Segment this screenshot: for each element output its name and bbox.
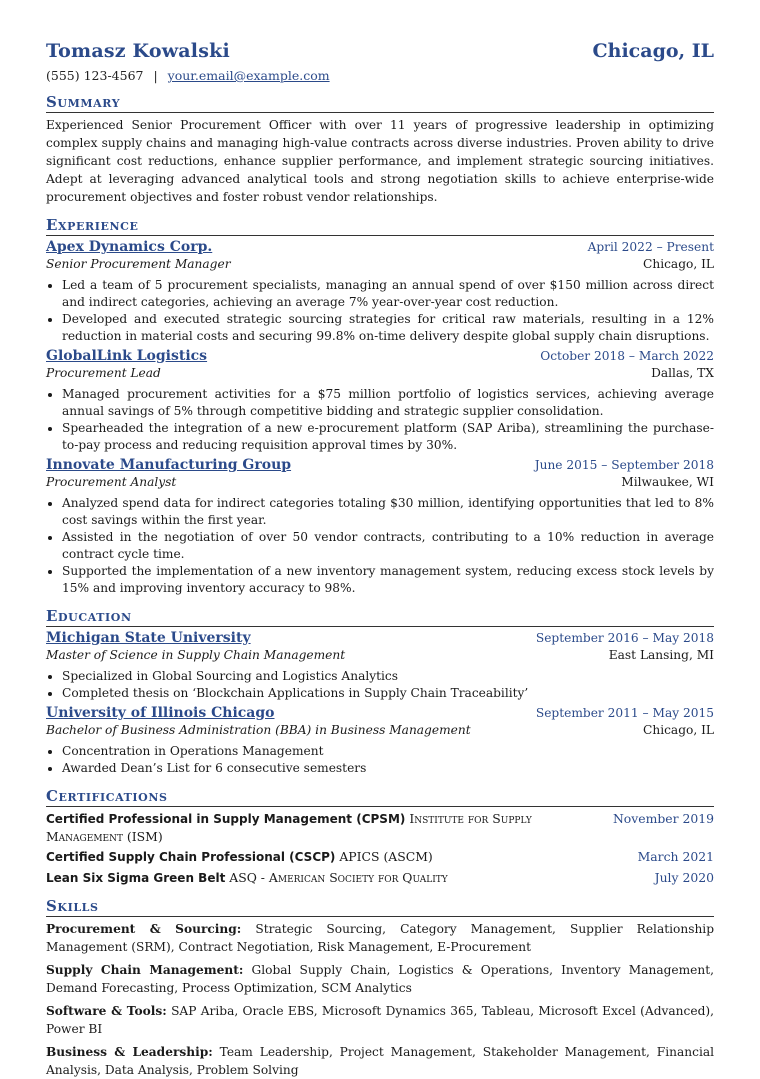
certification-name: Lean Six Sigma Green Belt: [46, 871, 226, 885]
summary-text: Experienced Senior Procurement Officer with over 11 years of progressive leadership in optimizing complex supply chains and managing high-value contracts across diverse industries. Proven ability to drive significant cost reductions, enhance supplier performance, and implement strategic sourcing initiatives. Adept at leveraging advanced analytical tools and strong negotiation skills to achieve enterprise-wide procurement objectives and foster robust vendor relationships.: [46, 118, 714, 204]
school-link[interactable]: Michigan State University: [46, 630, 251, 646]
section-title-skills: Skills: [46, 897, 714, 917]
bullet-item: • Analyzed spend data for indirect categories totaling $30 million, identifying opportunities that led to 8% cost savings within the first year.: [62, 495, 714, 529]
section-title-experience: Experience: [46, 216, 714, 236]
company-link[interactable]: Innovate Manufacturing Group: [46, 457, 292, 473]
job-dates: June 2015 – September 2018: [534, 458, 714, 472]
certification-item: [46, 848, 714, 866]
skill-group-label: Supply Chain Management:: [46, 963, 244, 977]
certification-name: Certified Professional in Supply Management (CPSM): [46, 812, 406, 826]
certification-date: November 2019: [612, 811, 714, 826]
candidate-name: Tomasz Kowalski: [46, 40, 230, 62]
bullet-item: • Specialized in Global Sourcing and Logistics Analytics: [62, 668, 714, 685]
skill-group-text: Global Supply Chain, Logistics & Operations, Inventory Management, Demand Forecasting, Process Optimization, SCM Analytics: [46, 963, 715, 995]
bullet-item: • Awarded Dean’s List for 6 consecutive semesters: [62, 760, 714, 777]
skill-group: [46, 1043, 714, 1079]
job-entry: [46, 457, 714, 597]
education-dates: September 2011 – May 2015: [535, 706, 714, 720]
section-title-summary: Summary: [46, 93, 714, 113]
certification-name: Certified Supply Chain Professional (CSCP): [46, 850, 336, 864]
section-title-education: Education: [46, 607, 714, 627]
skill-group-text: Team Leadership, Project Management, Stakeholder Management, Financial Analysis, Data Analysis, Problem Solving: [46, 1045, 714, 1077]
bullet-item: • Concentration in Operations Management: [62, 743, 714, 760]
job-dates: October 2018 – March 2022: [540, 349, 714, 363]
email-link[interactable]: your.email@example.com: [167, 68, 330, 83]
skill-group: [46, 920, 714, 956]
bullet-item: • Spearheaded the integration of a new e-procurement platform (SAP Ariba), streamlining the purchase-to-pay process and reducing requisition approval times by 30%.: [62, 420, 714, 454]
certification-item: [46, 869, 714, 887]
skill-group-label: Procurement & Sourcing:: [46, 922, 242, 936]
bullet-item: • Led a team of 5 procurement specialists, managing an annual spend of over $150 million across direct and indirect categories, achieving an average 7% year-over-year cost reduction.: [62, 277, 714, 311]
education-dates: September 2016 – May 2018: [535, 631, 714, 645]
school-location: Chicago, IL: [643, 723, 714, 737]
job-entry: [46, 348, 714, 454]
company-link[interactable]: GlobalLink Logistics: [46, 348, 208, 364]
education-entry: [46, 630, 714, 702]
job-bullets: [46, 386, 714, 454]
education-bullets: [46, 668, 714, 702]
job-role: Procurement Analyst: [46, 475, 177, 489]
skill-group: [46, 961, 714, 997]
bullet-item: • Completed thesis on ‘Blockchain Applications in Supply Chain Traceability’: [62, 685, 714, 702]
skill-group-text: SAP Ariba, Oracle EBS, Microsoft Dynamics 365, Tableau, Microsoft Excel (Advanced), Power BI: [46, 1004, 715, 1036]
job-bullets: [46, 495, 714, 597]
phone-number: (555) 123-4567: [46, 68, 144, 83]
job-role: Procurement Lead: [46, 366, 161, 380]
skill-group-text: Strategic Sourcing, Category Management, Supplier Relationship Management (SRM), Contract Negotiation, Risk Management, E-Procurement: [46, 922, 715, 954]
job-entry: [46, 239, 714, 345]
bullet-item: • Assisted in the negotiation of over 50 vendor contracts, contributing to a 10% reduction in average contract cycle time.: [62, 529, 714, 563]
contact-line: [46, 68, 714, 83]
job-dates: April 2022 – Present: [587, 240, 714, 254]
job-location: Chicago, IL: [643, 257, 714, 271]
candidate-location: Chicago, IL: [592, 40, 714, 62]
education-entry: [46, 705, 714, 777]
certification-date: July 2020: [654, 870, 714, 885]
skill-group-label: Software & Tools:: [46, 1004, 167, 1018]
degree: Bachelor of Business Administration (BBA) in Business Management: [46, 723, 471, 737]
bullet-item: • Developed and executed strategic sourcing strategies for critical raw materials, resulting in a 12% reduction in material costs and securing 99.8% on-time delivery despite global supply chain disruptions.: [62, 311, 714, 345]
job-location: Dallas, TX: [651, 366, 714, 380]
certification-date: March 2021: [637, 849, 714, 864]
certification-item: [46, 810, 714, 845]
degree: Master of Science in Supply Chain Management: [46, 648, 346, 662]
school-link[interactable]: University of Illinois Chicago: [46, 705, 275, 721]
contact-separator: |: [153, 68, 158, 83]
job-location: Milwaukee, WI: [621, 475, 714, 489]
bullet-item: • Supported the implementation of a new inventory management system, reducing excess stock levels by 15% and improving inventory accuracy to 98%.: [62, 563, 714, 597]
section-title-certifications: Certifications: [46, 787, 714, 807]
bullet-item: • Managed procurement activities for a $75 million portfolio of logistics services, achieving average annual savings of 5% through competitive bidding and strategic supplier consolidation.: [62, 386, 714, 420]
skill-group-label: Business & Leadership:: [46, 1045, 213, 1059]
school-location: East Lansing, MI: [608, 648, 714, 662]
certification-issuer: APICS (ASCM): [339, 849, 433, 864]
resume-header: [46, 40, 714, 62]
certification-issuer: Institute for Supply Management (ISM): [46, 811, 532, 844]
certification-issuer: ASQ - American Society for Quality: [229, 870, 448, 885]
job-bullets: [46, 277, 714, 345]
company-link[interactable]: Apex Dynamics Corp.: [46, 239, 213, 255]
education-bullets: [46, 743, 714, 777]
job-role: Senior Procurement Manager: [46, 257, 231, 271]
skill-group: [46, 1002, 714, 1038]
